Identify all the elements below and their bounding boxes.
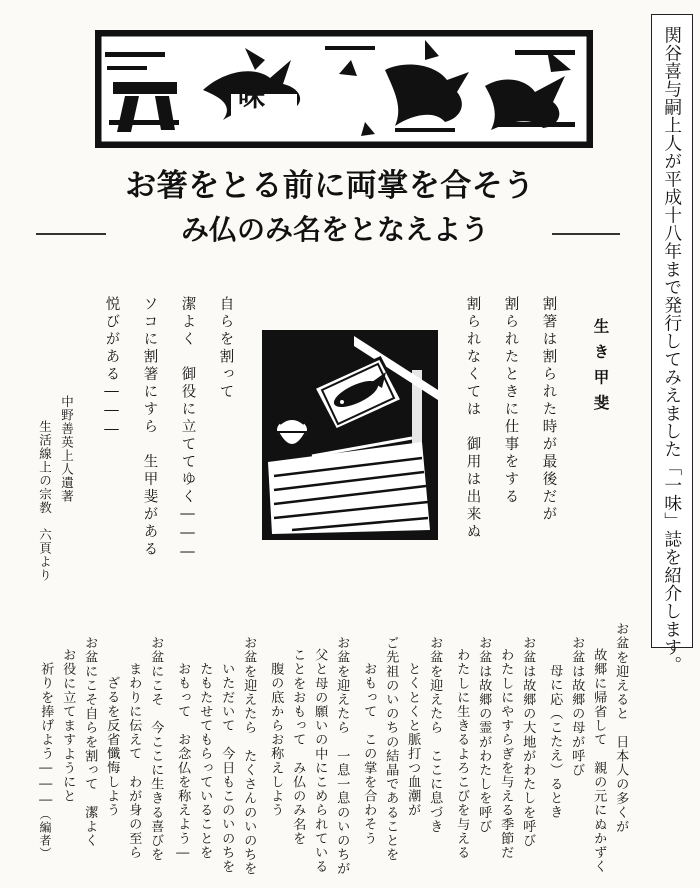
note-line: ことをおもって み仏のみ名を [290,648,306,846]
note-line: お盆にこそ自らを割って 潔よく [82,636,98,848]
poem-title: 生き甲斐 [591,318,610,420]
note-line: お盆を迎えたら ここに息づき [427,636,443,834]
note-line: お盆は故郷の霊がわたしを呼び [476,636,492,834]
note-line: 故郷に帰省して 親の元にぬかずく [591,648,607,874]
editor-credit: （編者） [38,808,52,860]
note-line: とくとくと脈打つ血潮が [405,662,421,818]
woodcut-illustration [262,330,438,540]
note-line: 祈りを捧げよう――― [38,662,54,809]
note-line: お盆は故郷の母が呼び [569,636,585,777]
poem-line: ソコに割箸にすら 生甲斐がある [141,296,158,559]
poem-line: 自らを割って [217,296,234,401]
note-line: 母に応（こたえ）るとき [547,664,563,820]
poem-credit: 中野善英上人遺著 [59,395,75,503]
subhead-rule-left [36,233,106,235]
subheadline: み仏のみ名をとなえよう [180,213,489,246]
poem-line: 悦びがある――― [103,296,120,441]
note-line: たもたせてもらっていることを [197,662,213,860]
note-line: ざるを反省懺悔しよう [104,676,120,817]
masthead-woodcut [95,30,593,148]
masthead-title: 味 [238,82,265,113]
note-line: お盆は故郷の大地がわたしを呼び [520,636,536,848]
note-line: お役に立てますようにと [60,648,76,804]
note-line: 腹の底からお称えしよう [268,662,284,818]
note-line: わたしに生きるよろこびを与える [454,648,470,860]
poem-line: 潔よく 御役に立ててゆく――― [179,296,196,563]
poem-line: 割られたときに仕事をする [502,296,519,506]
note-line: ご先祖のいのちの結晶であることを [383,636,399,862]
note-line: おもって この掌を合わそう [361,662,377,846]
note-line: お盆を迎えると 日本人の多くが [613,622,629,834]
subhead-rule-right [552,233,620,235]
poem-line: 割られなくては 御用は出来ぬ [464,296,481,541]
poem-line: 割箸は割られた時が最後だが [540,296,557,524]
note-line: わたしにやすらぎを与える季節だ [498,648,514,860]
note-line: まわりに伝えて わが身の至ら [126,662,142,860]
note-line: おもって お念仏を称えよう― [175,662,191,862]
poem-credit: 生活線上の宗教 六頁より [37,420,53,582]
note-line: 父と母の願いの中にこめられている [312,648,328,874]
note-line: お盆を迎えたら たくさんのいのちを [241,636,257,876]
intro-text: 関谷喜与嗣上人が平成十八年まで発行してみえました「一味」誌を紹介します。 [661,26,682,674]
note-line: いただいて 今日もこのいのちを [219,662,235,874]
headline: お箸をとる前に両掌を合そう [125,168,535,204]
note-line: お盆を迎えたら 一息一息のいのちが [334,636,350,876]
note-line: お盆にこそ 今ここに生きる喜びを [148,636,164,862]
